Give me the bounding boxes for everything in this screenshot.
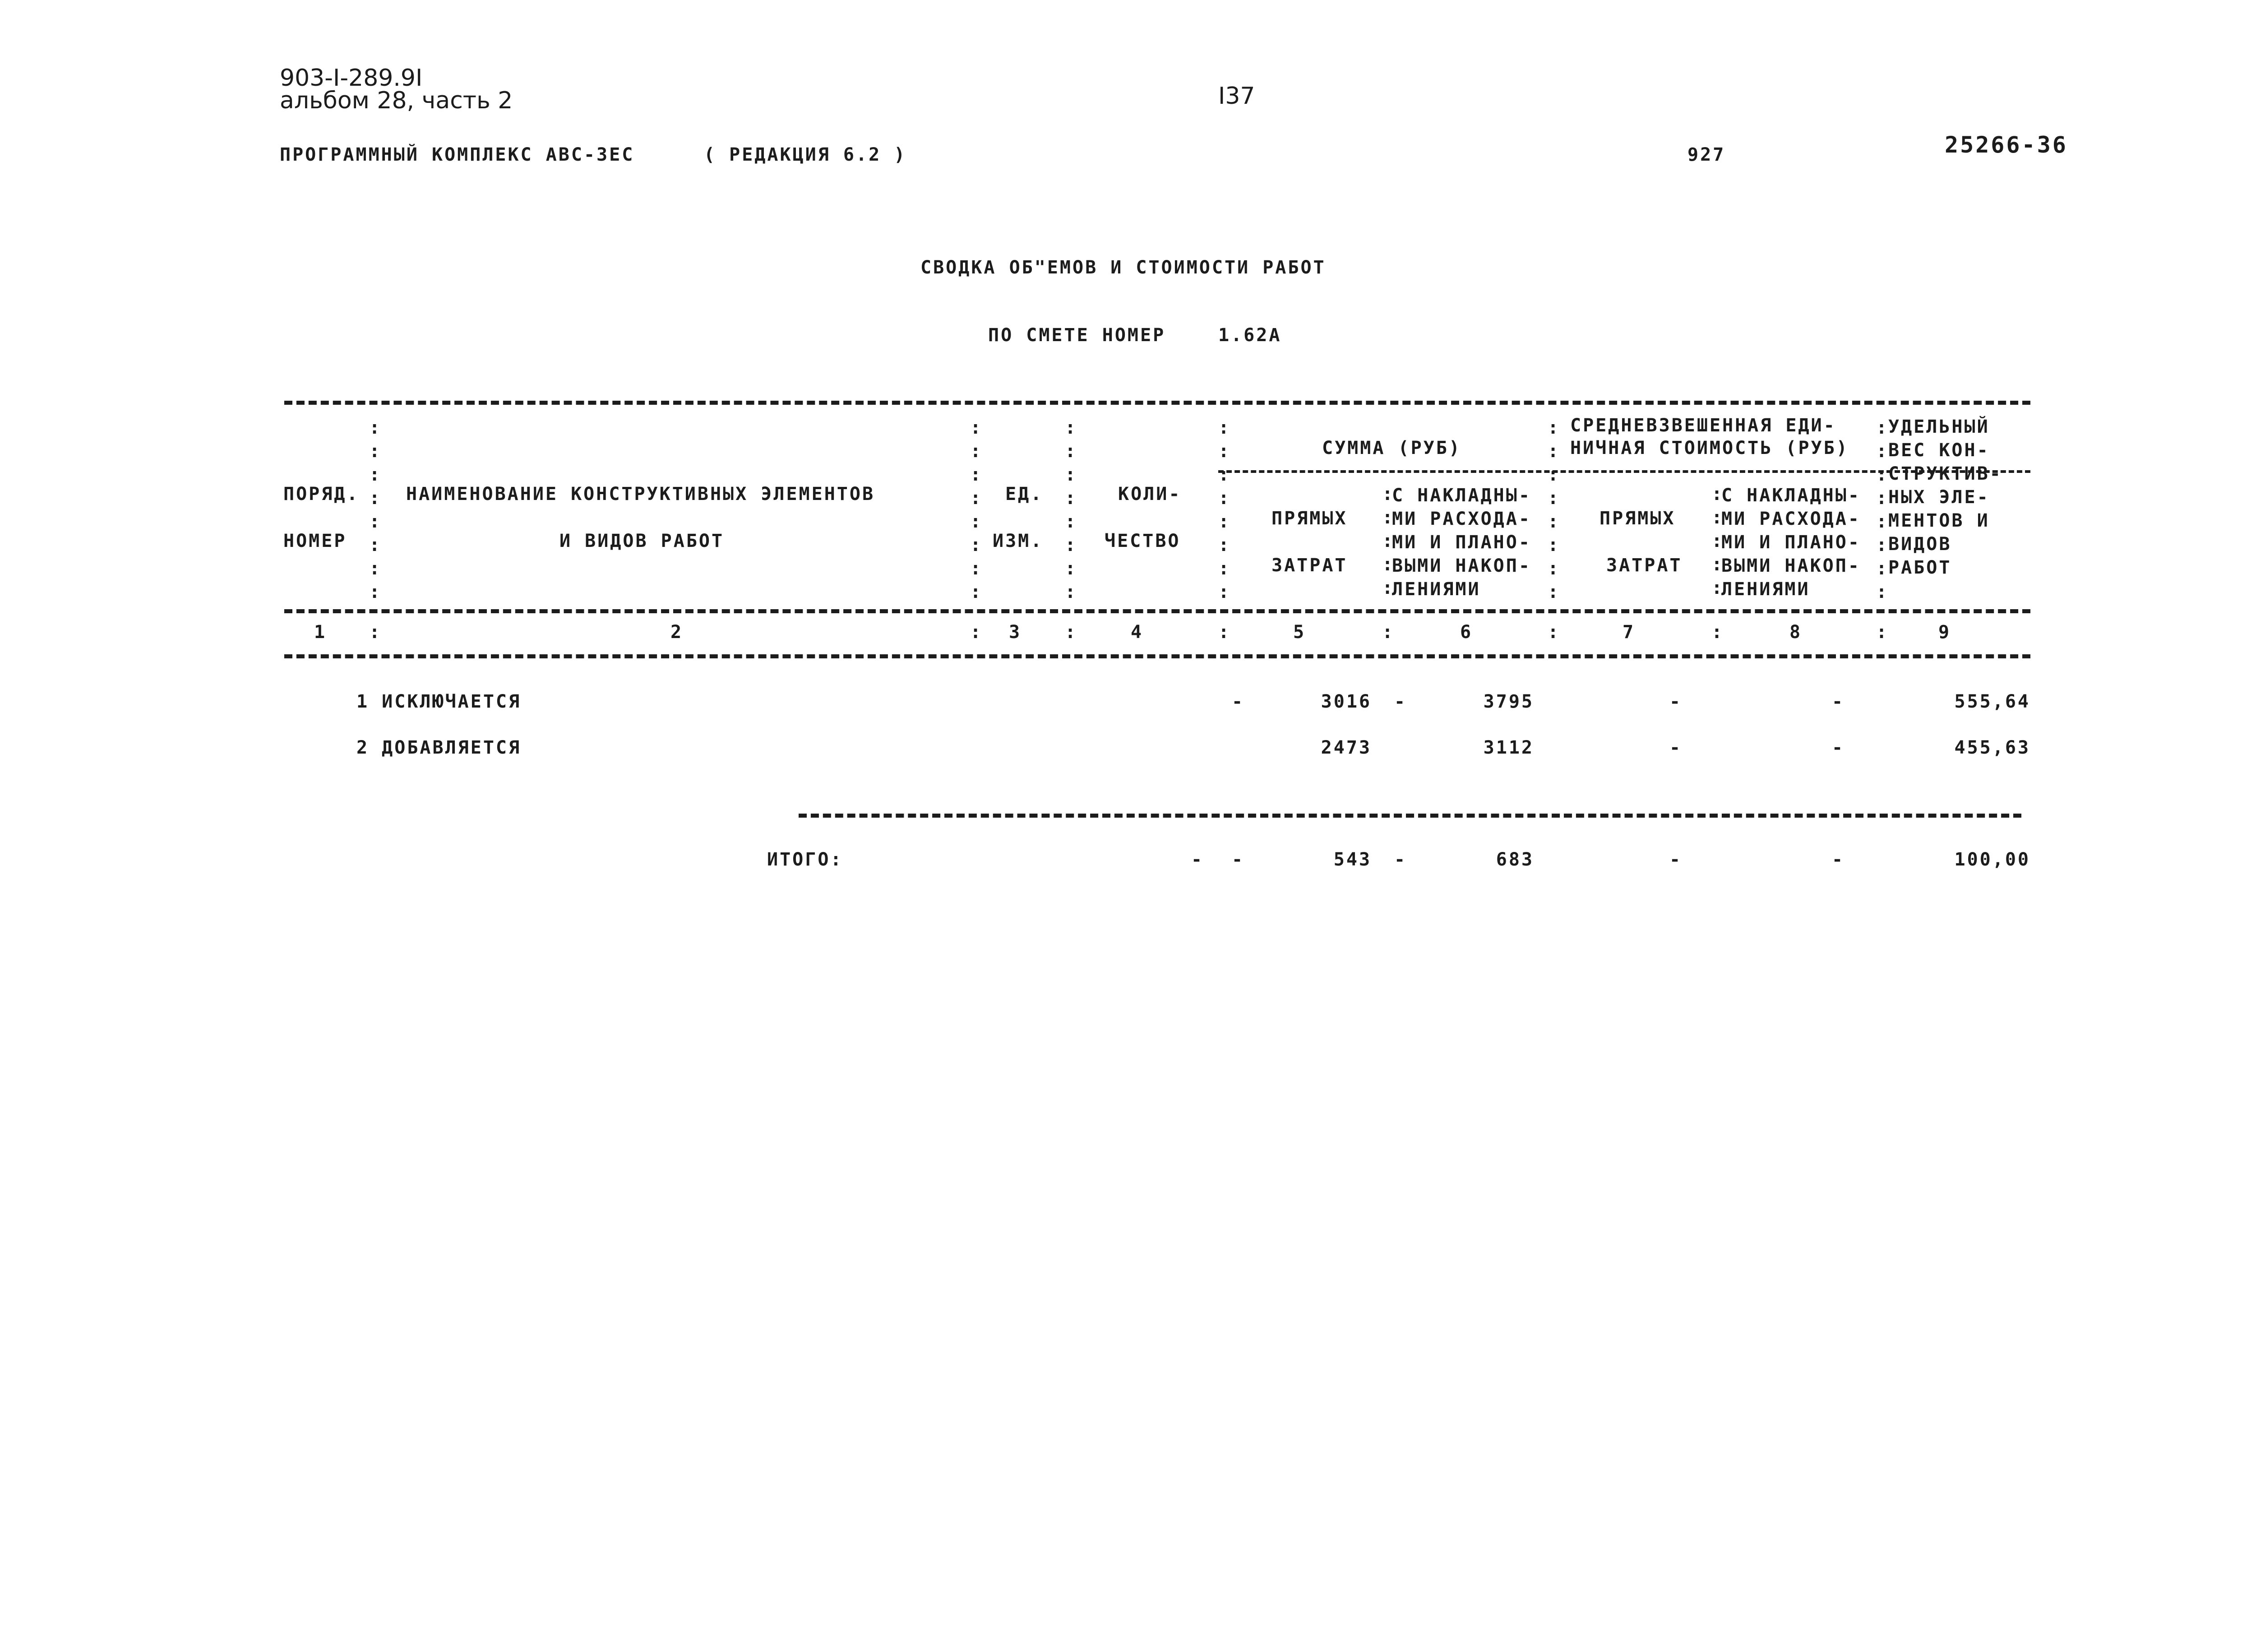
separator-colon: :: [1065, 558, 1076, 579]
total-c7: -: [1669, 849, 1683, 870]
row-c8: -: [1832, 737, 1845, 758]
total-c4: -: [1232, 849, 1245, 870]
separator-colon: :: [1876, 535, 1887, 555]
separator-colon: :: [970, 622, 981, 643]
header-col2-line2: И ВИДОВ РАБОТ: [559, 531, 725, 551]
row-c9: 555,64: [1954, 691, 2030, 712]
program-name: ПРОГРАММНЫЙ КОМПЛЕКС АВС-ЗЕС: [280, 144, 635, 165]
row-c9: 455,63: [1954, 737, 2030, 758]
separator-colon: :: [1711, 507, 1723, 528]
header-col3-line2: ИЗМ.: [993, 531, 1044, 551]
separator-colon: :: [1382, 554, 1393, 575]
row-c6: 3112: [1483, 737, 1534, 758]
total-c5b: -: [1394, 849, 1407, 870]
header-col6-line5: ЛЕНИЯМИ: [1392, 579, 1481, 600]
header-col2-line1: НАИМЕНОВАНИЕ КОНСТРУКТИВНЫХ ЭЛЕМЕНТОВ: [406, 484, 875, 504]
header-sum-group: СУММА (РУБ): [1322, 438, 1461, 458]
separator-colon: :: [970, 582, 981, 602]
separator-colon: :: [1876, 417, 1887, 438]
separator-colon: :: [970, 464, 981, 485]
row-c7: -: [1669, 691, 1683, 712]
separator-colon: :: [1218, 582, 1230, 602]
separator-colon: :: [970, 488, 981, 509]
separator-colon: :: [1218, 622, 1230, 643]
album-label: альбом 28, часть 2: [280, 87, 513, 114]
page-number: I37: [1218, 83, 1255, 110]
colnum-bottom-rule: [284, 654, 2030, 658]
row-c8: -: [1832, 691, 1845, 712]
separator-colon: :: [1876, 464, 1887, 485]
separator-colon: :: [970, 535, 981, 555]
colnum-4: 4: [1130, 622, 1144, 643]
header-col5-line2: ЗАТРАТ: [1271, 555, 1348, 576]
colnum-8: 8: [1789, 622, 1803, 643]
total-c8: -: [1832, 849, 1845, 870]
estimate-label: ПО СМЕТЕ НОМЕР: [988, 325, 1166, 346]
header-col9-line5: МЕНТОВ И: [1888, 510, 1990, 531]
separator-colon: :: [1218, 511, 1230, 532]
separator-colon: :: [369, 464, 380, 485]
separator-colon: :: [1548, 464, 1559, 485]
stamp-number: 25266-36: [1945, 132, 2068, 158]
separator-colon: :: [970, 558, 981, 579]
doc-code: 903-I-289.9I: [280, 65, 423, 92]
header-col8-line4: ВЫМИ НАКОП-: [1721, 555, 1861, 576]
header-col6-line4: ВЫМИ НАКОП-: [1392, 555, 1531, 576]
sheet-number: 927: [1687, 144, 1726, 165]
header-col6: [1392, 484, 1531, 601]
total-c3: -: [1191, 849, 1204, 870]
header-col9-line7: РАБОТ: [1888, 557, 1952, 578]
separator-colon: :: [369, 535, 380, 555]
separator-colon: :: [1065, 622, 1076, 643]
header-col6-line1: С НАКЛАДНЫ-: [1392, 485, 1531, 506]
header-bottom-rule: [284, 609, 2030, 613]
separator-colon: :: [1876, 622, 1887, 643]
separator-colon: :: [1876, 558, 1887, 579]
header-avg-group-line1: СРЕДНЕВЗВЕШЕННАЯ ЕДИ-: [1570, 415, 1836, 436]
separator-colon: :: [1548, 535, 1559, 555]
total-c9: 100,00: [1954, 849, 2030, 870]
header-col9: [1888, 415, 2002, 579]
separator-colon: :: [1548, 622, 1559, 643]
separator-colon: :: [1218, 464, 1230, 485]
separator-colon: :: [369, 417, 380, 438]
header-col1-line2: НОМЕР: [283, 531, 347, 551]
program-edition: ( РЕДАКЦИЯ 6.2 ): [704, 144, 907, 165]
separator-colon: :: [1548, 417, 1559, 438]
separator-colon: :: [1065, 441, 1076, 462]
header-col4-line2: ЧЕСТВО: [1105, 531, 1181, 551]
separator-colon: :: [1382, 531, 1393, 551]
header-avg-group-line2: НИЧНАЯ СТОИМОСТЬ (РУБ): [1570, 438, 1849, 458]
header-col6-line2: МИ РАСХОДА-: [1392, 509, 1531, 529]
row-c5b: -: [1394, 691, 1407, 712]
separator-colon: :: [1876, 488, 1887, 509]
header-col9-line4: НЫХ ЭЛЕ-: [1888, 487, 1990, 508]
separator-colon: :: [369, 511, 380, 532]
separator-colon: :: [1218, 558, 1230, 579]
total-c5: 543: [1333, 849, 1372, 870]
separator-colon: :: [1548, 511, 1559, 532]
header-col3-line1: ЕД.: [1005, 484, 1044, 504]
separator-colon: :: [1382, 622, 1393, 643]
row-name: 2 ДОБАВЛЯЕТСЯ: [356, 737, 522, 758]
separator-colon: :: [369, 488, 380, 509]
header-col9-line2: ВЕС КОН-: [1888, 440, 1990, 461]
separator-colon: :: [1548, 441, 1559, 462]
separator-colon: :: [1548, 488, 1559, 509]
separator-colon: :: [1548, 582, 1559, 602]
separator-colon: :: [1876, 511, 1887, 532]
separator-colon: :: [1065, 582, 1076, 602]
separator-colon: :: [970, 441, 981, 462]
report-title: СВОДКА ОБ"ЕМОВ И СТОИМОСТИ РАБОТ: [920, 257, 1326, 278]
header-col9-line3: СТРУКТИВ-: [1888, 463, 2002, 484]
total-rule: [799, 814, 2021, 818]
header-col5-line1: ПРЯМЫХ: [1271, 508, 1348, 529]
separator-colon: :: [1711, 484, 1723, 504]
row-c5: 2473: [1321, 737, 1372, 758]
colnum-9: 9: [1938, 622, 1951, 643]
header-col9-line1: УДЕЛЬНЫЙ: [1888, 416, 1990, 437]
separator-colon: :: [970, 417, 981, 438]
row-c4: -: [1232, 691, 1245, 712]
header-col4-line1: КОЛИ-: [1118, 484, 1182, 504]
row-name: 1 ИСКЛЮЧАЕТСЯ: [356, 691, 522, 712]
header-col8-line2: МИ РАСХОДА-: [1721, 509, 1861, 529]
separator-colon: :: [1218, 488, 1230, 509]
separator-colon: :: [1711, 622, 1723, 643]
header-col8-line3: МИ И ПЛАНО-: [1721, 532, 1861, 553]
separator-colon: :: [1876, 582, 1887, 602]
separator-colon: :: [1065, 464, 1076, 485]
separator-colon: :: [1218, 535, 1230, 555]
header-col1-line1: ПОРЯД.: [283, 484, 360, 504]
total-c6: 683: [1496, 849, 1534, 870]
separator-colon: :: [369, 441, 380, 462]
separator-colon: :: [1711, 578, 1723, 598]
total-label: ИТОГО:: [767, 849, 843, 870]
row-c5: 3016: [1321, 691, 1372, 712]
colnum-6: 6: [1460, 622, 1473, 643]
colnum-7: 7: [1622, 622, 1636, 643]
header-col7-line1: ПРЯМЫХ: [1600, 508, 1676, 529]
header-col8: [1721, 484, 1861, 601]
row-c7: -: [1669, 737, 1683, 758]
estimate-number: 1.62А: [1218, 325, 1282, 346]
separator-colon: :: [1711, 554, 1723, 575]
separator-colon: :: [1382, 578, 1393, 598]
separator-colon: :: [1548, 558, 1559, 579]
header-col8-line1: С НАКЛАДНЫ-: [1721, 485, 1861, 506]
separator-colon: :: [1711, 531, 1723, 551]
separator-colon: :: [1876, 441, 1887, 462]
separator-colon: :: [369, 622, 380, 643]
colnum-5: 5: [1293, 622, 1306, 643]
header-col6-line3: МИ И ПЛАНО-: [1392, 532, 1531, 553]
header-col9-line6: ВИДОВ: [1888, 534, 1952, 555]
separator-colon: :: [1382, 484, 1393, 504]
separator-colon: :: [369, 558, 380, 579]
colnum-3: 3: [1008, 622, 1022, 643]
separator-colon: :: [1382, 507, 1393, 528]
header-col8-line5: ЛЕНИЯМИ: [1721, 579, 1810, 600]
separator-colon: :: [1065, 511, 1076, 532]
separator-colon: :: [1218, 441, 1230, 462]
colnum-1: 1: [314, 622, 327, 643]
separator-colon: :: [1218, 417, 1230, 438]
header-col7-line2: ЗАТРАТ: [1606, 555, 1683, 576]
separator-colon: :: [970, 511, 981, 532]
table-top-rule: [284, 401, 2030, 405]
separator-colon: :: [1065, 535, 1076, 555]
separator-colon: :: [1065, 488, 1076, 509]
separator-colon: :: [369, 582, 380, 602]
separator-colon: :: [1065, 417, 1076, 438]
row-c6: 3795: [1483, 691, 1534, 712]
colnum-2: 2: [670, 622, 684, 643]
